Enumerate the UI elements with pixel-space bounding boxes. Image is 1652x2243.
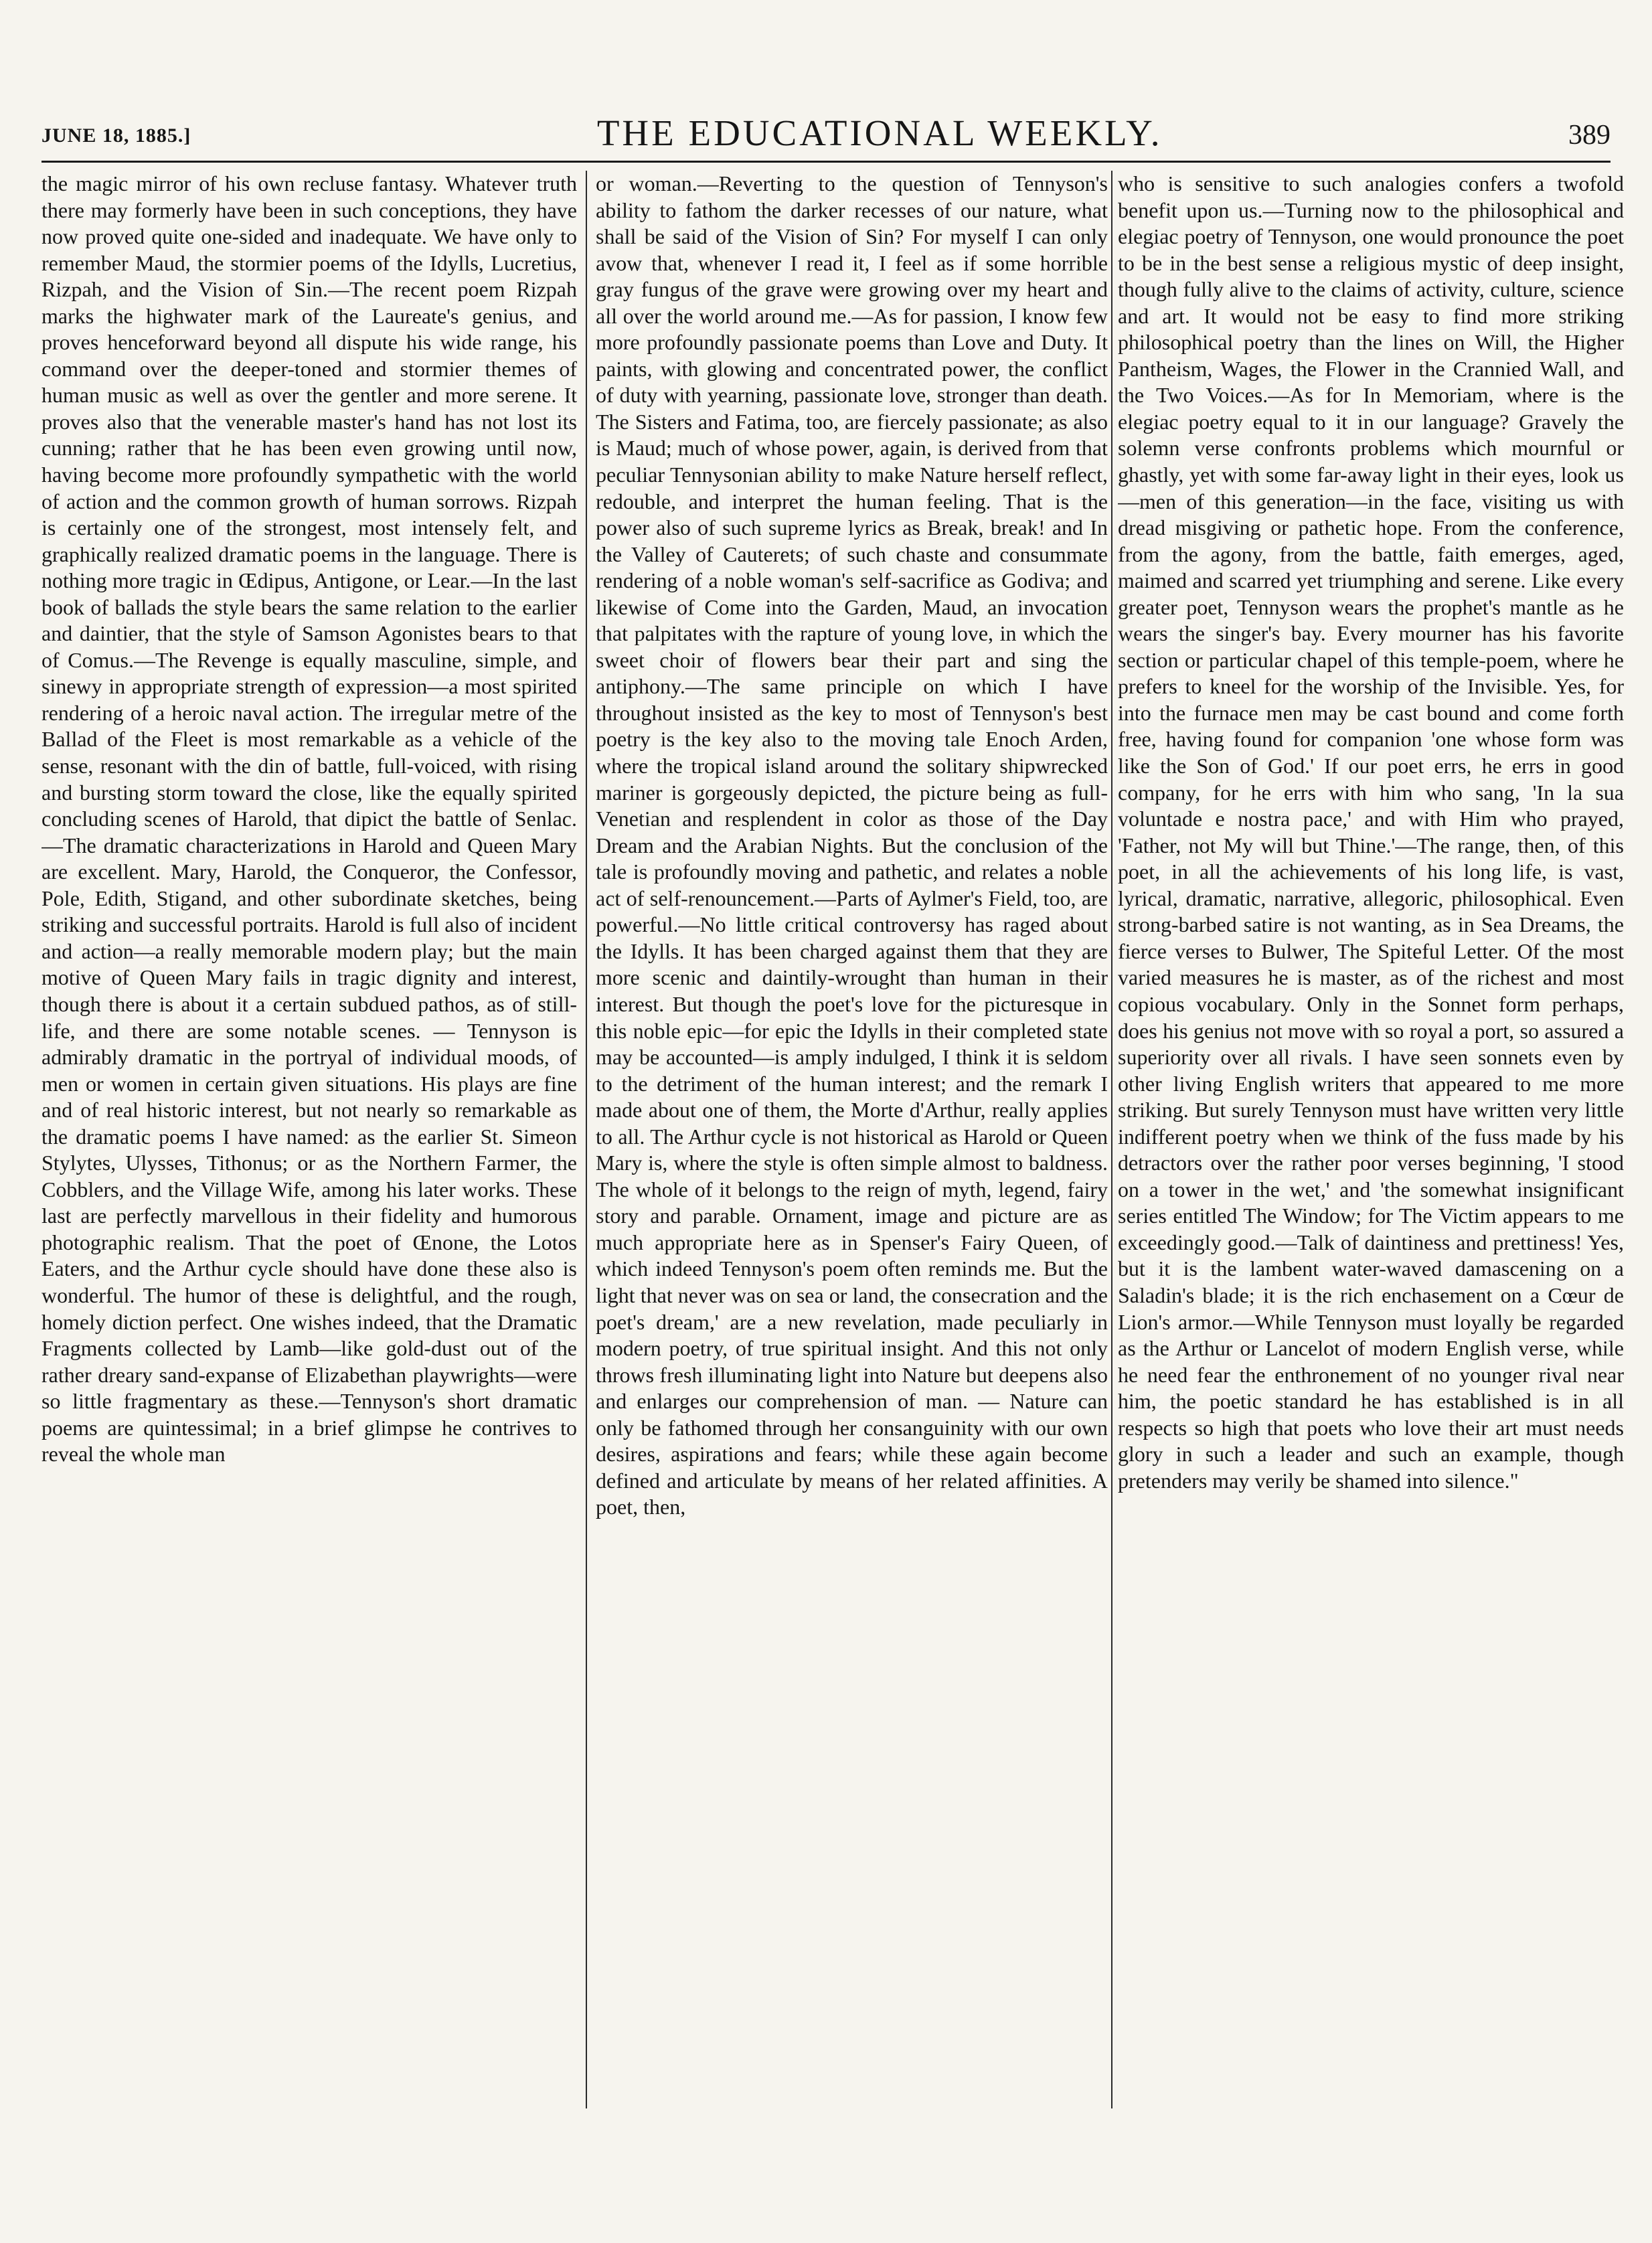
column-2-text: or woman.—Reverting to the question of Tennyson's ability to fathom the darker recesses of our nature, what shall be said of the Vision of Sin? For myself I can only avow that, whenever I read it, I feel as if some horrible gray fungus of the grave were growing over my heart and all over the world around me.—As for passion, I know few more profoundly passionate poems than Love and Duty. It paints, with glowing and concentrated power, the conflict of duty with yearning, passionate love, stronger than death. The Sisters and Fatima, too, are fiercely passionate; as also is Maud; much of whose power, again, is derived from that peculiar Tennysonian ability to make Nature herself reflect, redouble, and interpret the human feeling. That is the power also of such supreme lyrics as Break, break! and In the Valley of Cauterets; of such chaste and consummate rendering of a noble woman's self-sacrifice as Godiva; and likewise of Come into the Garden, Maud, an invocation that palpitates with the rapture of young love, in which the sweet choir of flowers bear their part and sing the antiphony.—The same principle on which I have throughout insisted as the key to most of Tennyson's best poetry is the key also to the moving tale Enoch Arden, where the tropical island around the solitary shipwrecked mariner is gorgeously depicted, the picture being as full-Venetian and resplendent in color as those of the Day Dream and the Arabian Nights. But the conclusion of the tale is profoundly moving and pathetic, and relates a noble act of self-renouncement.—Parts of Aylmer's Field, too, are powerful.—No little critical controversy has raged about the Idylls. It has been charged against them that they are more scenic and daintily-wrought than human in their interest. But though the poet's love for the picturesque in this noble epic—for epic the Idylls in their completed state may be accounted—is amply indulged, I think it is seldom to the detriment of the human interest; and the remark I made about one of them, the Morte d'Arthur, really applies to all. The Arthur cycle is not historical as Harold or Queen Mary is, where the style is often simple almost to baldness. The whole of it belongs to the reign of myth, legend, fairy story and parable. Ornament, image and picture are as much appropriate here as in Spenser's Fairy Queen, of which indeed Tennyson's poem often reminds me. But the light that never was on sea or land, the consecration and the poet's dream,' are a new revelation, made peculiarly in modern poetry, of true spiritual insight. And this not only throws fresh illuminating light into Nature but deepens also and enlarges our comprehension of man. — Nature can only be fathomed through her consanguinity with our own desires, aspirations and fears; while these again become defined and articulate by means of her related affinities. A poet, then, (596, 171, 1108, 1519)
page-header (42, 100, 1610, 154)
publication-title: THE EDUCATIONAL WEEKLY. (596, 112, 1163, 153)
column-3-text: who is sensitive to such analogies confers a twofold benefit upon us.—Turning now to the philosophical and elegiac poetry of Tennyson, one would pronounce the poet to be in the best sense a religious mystic of deep insight, though fully alive to the claims of activity, culture, science and art. It would not be easy to find more striking philosophical poetry than the lines on Will, the Higher Pantheism, Wages, the Flower in the Crannied Wall, and the Two Voices.—As for In Memoriam, where is the elegiac poetry equal to it in our language? Gravely the solemn verse confronts problems which mournful or ghastly, yet with some far-away light in their eyes, look us—men of this generation—in the face, visiting us with dread misgiving or pathetic hope. From the conference, from the agony, from the battle, faith emerges, aged, maimed and scarred yet triumphing and serene. Like every greater poet, Tennyson wears the prophet's mantle as he wears the singer's bay. Every mourner has his favorite section or particular chapel of this temple-poem, where he prefers to kneel for the worship of the Invisible. Yes, for into the furnace men may be cast bound and come forth free, having found for companion 'one whose form was like the Son of God.' If our poet errs, he errs in good company, for he errs with him who sang, 'In la sua voluntade e nostra pace,' and with Him who prayed, 'Father, not My will but Thine.'—The range, then, of this poet, in all the achievements of his long life, is vast, lyrical, dramatic, narrative, allegoric, philosophical. Even strong-barbed satire is not wanting, as in Sea Dreams, the fierce verses to Bulwer, The Spiteful Letter. Of the most varied measures he is master, as of the richest and most copious vocabulary. Only in the Sonnet form perhaps, does his genius not move with so royal a port, so assured a superiority over all rivals. I have seen sonnets even by other living English writers that appeared to me more striking. But surely Tennyson must have written very little indifferent poetry when we think of the fuss made by his detractors over the rather poor verses beginning, 'I stood on a tower in the wet,' and 'the somewhat insignificant series entitled The Window; for The Victim appears to me exceedingly good.—Talk of daintiness and prettiness! Yes, but it is the lambent water-waved damascening on a Saladin's blade; it is the rich enchasement on a Cœur de Lion's armor.—While Tennyson must loyally be regarded as the Arthur or Lancelot of modern English verse, while he need fear the enthronement of no younger rival near him, the poetic standard he has established is in all respects so high that poets who love their art must needs glory in such a leader and such an example, though pretenders may verily be shamed into silence." (1118, 171, 1624, 1493)
column-divider (1111, 171, 1112, 2108)
text-column-2 (596, 171, 1108, 2108)
text-column-3 (1118, 171, 1624, 2108)
column-1-text: the magic mirror of his own recluse fantasy. Whatever truth there may formerly have been in such conceptions, they have now proved quite one-sided and inadequate. We have only to remember Maud, the stormier poems of the Idylls, Lucretius, Rizpah, and the Vision of Sin.—The recent poem Rizpah marks the highwater mark of the Laureate's genius, and proves henceforward beyond all dispute his wide range, his command over the deeper-toned and stormier themes of human music as well as over the gentler and more serene. It proves also that the venerable master's hand has not lost its cunning; rather that he has been even growing until now, having become more profoundly sympathetic with the world of action and the common growth of human sorrows. Rizpah is certainly one of the strongest, most intensely felt, and graphically realized dramatic poems in the language. There is nothing more tragic in Œdipus, Antigone, or Lear.—In the last book of ballads the style bears the same relation to the earlier and daintier, that the style of Samson Agonistes bears to that of Comus.—The Revenge is equally masculine, simple, and sinewy in appropriate strength of expression—a most spirited rendering of a heroic naval action. The irregular metre of the Ballad of the Fleet is most remarkable as a vehicle of the sense, resonant with the din of battle, full-voiced, with rising and bursting storm toward the close, like the equally spirited concluding scenes of Harold, that dipict the battle of Senlac.—The dramatic characterizations in Harold and Queen Mary are excellent. Mary, Harold, the Conqueror, the Confessor, Pole, Edith, Stigand, and other subordinate sketches, being striking and successful portraits. Harold is full also of incident and action—a really memorable modern play; but the main motive of Queen Mary fails in tragic dignity and interest, though there is about it a certain subdued pathos, as of still-life, and there are some notable scenes. — Tennyson is admirably dramatic in the portryal of individual moods, of men or women in certain given situations. His plays are fine and of real historic interest, but not nearly so remarkable as the dramatic poems I have named: as the earlier St. Simeon Stylytes, Ulysses, Tithonus; or as the Northern Farmer, the Cobblers, and the Village Wife, among his later works. These last are perfectly marvellous in their fidelity and humorous photographic realism. That the poet of Œnone, the Lotos Eaters, and the Arthur cycle should have done these also is wonderful. The humor of these is delightful, and the rough, homely diction perfect. One wishes indeed, that the Dramatic Fragments collected by Lamb—like gold-dust out of the rather dreary sand-expanse of Elizabethan playwrights—were so little fragmentary as these.—Tennyson's short dramatic poems are quintessimal; in a brief glimpse he contrives to reveal the whole man (42, 171, 577, 1467)
header-rule (42, 161, 1610, 163)
page-number: 389 (1568, 120, 1610, 151)
column-divider (586, 171, 587, 2108)
issue-date: JUNE 18, 1885.] (42, 124, 191, 147)
text-column-1 (42, 171, 577, 2108)
